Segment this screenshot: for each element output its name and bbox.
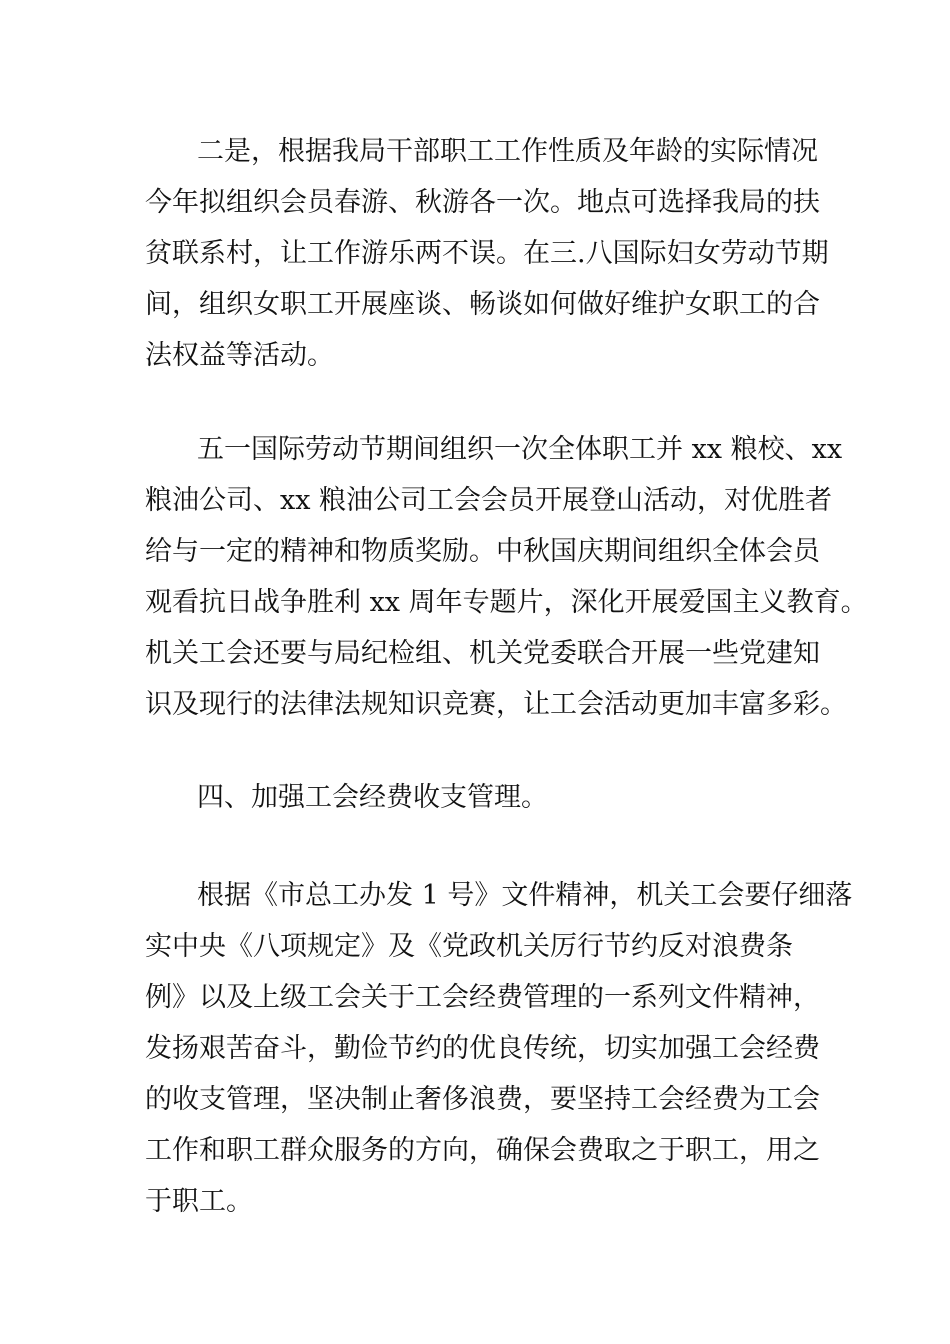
paragraph-line: 间，组织女职工开展座谈、畅谈如何做好维护女职工的合 bbox=[145, 289, 820, 320]
paragraph-2 bbox=[145, 424, 868, 730]
section-heading-text: 四、加强工会经费收支管理。 bbox=[197, 782, 548, 813]
paragraph-line: 识及现行的法律法规知识竞赛，让工会活动更加丰富多彩。 bbox=[145, 689, 847, 720]
paragraph-line: 发扬艰苦奋斗，勤俭节约的优良传统，切实加强工会经费 bbox=[145, 1033, 820, 1064]
section-heading bbox=[145, 772, 810, 823]
paragraph-4 bbox=[145, 870, 853, 1227]
paragraph-line: 于职工。 bbox=[145, 1186, 253, 1217]
paragraph-line: 今年拟组织会员春游、秋游各一次。地点可选择我局的扶 bbox=[145, 187, 820, 218]
paragraph-line: 法权益等活动。 bbox=[145, 340, 334, 371]
paragraph-1 bbox=[145, 126, 829, 381]
paragraph-line: 二是，根据我局干部职工工作性质及年龄的实际情况 bbox=[197, 136, 818, 167]
paragraph-line: 贫联系村，让工作游乐两不误。在三.八国际妇女劳动节期 bbox=[145, 238, 829, 269]
paragraph-line: 例》以及上级工会关于工会经费管理的一系列文件精神， bbox=[145, 982, 820, 1013]
paragraph-line: 的收支管理，坚决制止奢侈浪费，要坚持工会经费为工会 bbox=[145, 1084, 820, 1115]
paragraph-line: 机关工会还要与局纪检组、机关党委联合开展一些党建知 bbox=[145, 638, 820, 669]
paragraph-line: 实中央《八项规定》及《党政机关厉行节约反对浪费条 bbox=[145, 931, 793, 962]
paragraph-line: 给与一定的精神和物质奖励。中秋国庆期间组织全体会员 bbox=[145, 536, 820, 567]
paragraph-line: 粮油公司、xx 粮油公司工会会员开展登山活动，对优胜者 bbox=[145, 485, 833, 516]
paragraph-line: 工作和职工群众服务的方向，确保会费取之于职工，用之 bbox=[145, 1135, 820, 1166]
paragraph-line: 根据《市总工办发 1 号》文件精神，机关工会要仔细落 bbox=[197, 880, 853, 911]
paragraph-line: 五一国际劳动节期间组织一次全体职工并 xx 粮校、xx bbox=[197, 434, 843, 465]
paragraph-line: 观看抗日战争胜利 xx 周年专题片，深化开展爱国主义教育。 bbox=[145, 587, 868, 618]
